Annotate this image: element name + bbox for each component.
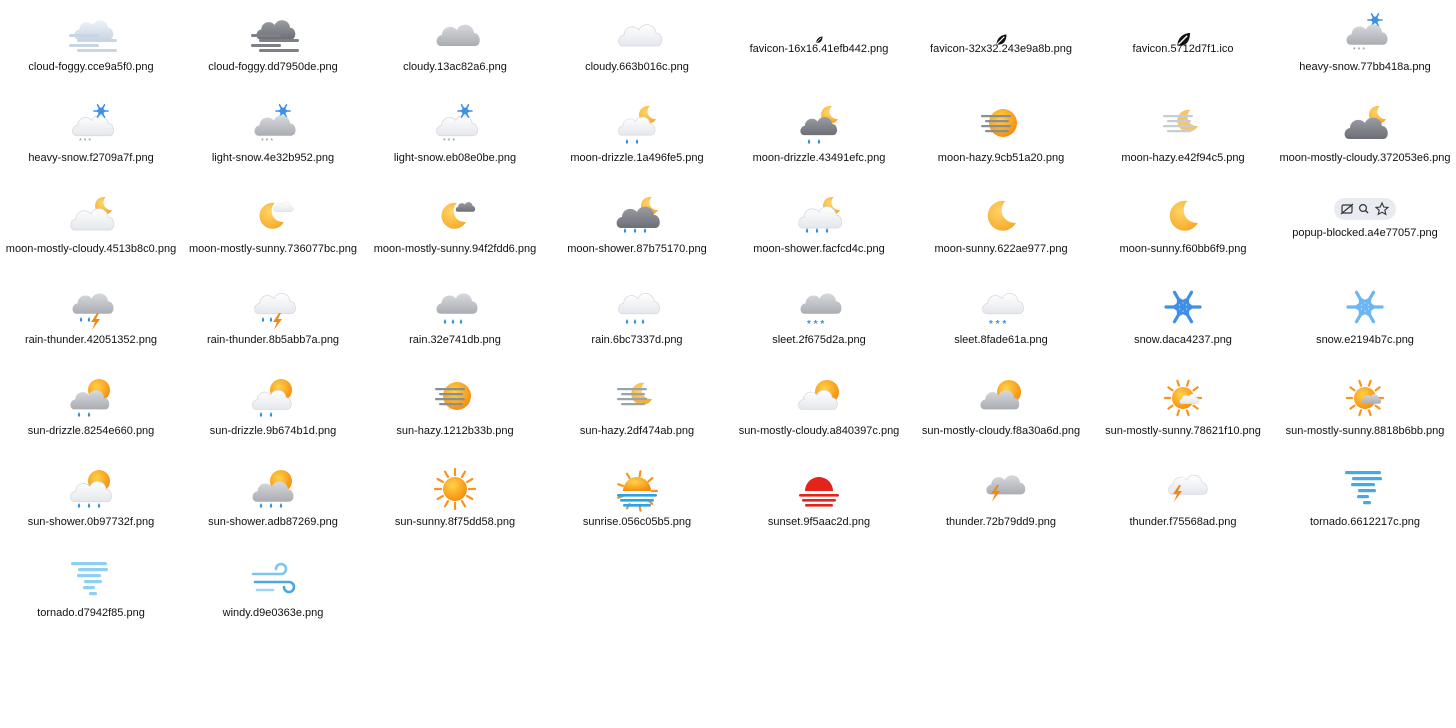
- sleet-icon: [793, 285, 845, 329]
- cloudy-icon: [429, 12, 481, 56]
- file-name-label: sun-hazy.2df474ab.png: [579, 425, 695, 437]
- file-tile[interactable]: [182, 4, 364, 84]
- file-tile[interactable]: [1274, 186, 1456, 266]
- moon-mostly-cloudy-icon: [1339, 103, 1391, 147]
- file-tile[interactable]: [546, 459, 728, 539]
- svg-text:* * *: * * *: [79, 138, 92, 145]
- moon-mostly-cloudy-icon: [65, 194, 117, 238]
- sun-shower-icon: [247, 467, 299, 511]
- file-name-label: cloud-foggy.cce9a5f0.png: [28, 61, 154, 73]
- file-tile[interactable]: [1092, 459, 1274, 539]
- moon-shower-icon: [793, 194, 845, 238]
- file-tile[interactable]: [364, 186, 546, 266]
- file-name-label: rain.6bc7337d.png: [591, 334, 683, 346]
- file-name-label: cloudy.663b016c.png: [585, 61, 689, 73]
- sun-hazy-icon: [611, 376, 663, 420]
- file-tile[interactable]: [728, 368, 910, 448]
- file-tile[interactable]: [0, 186, 182, 266]
- file-name-label: favicon-32x32.243e9a8b.png: [930, 43, 1072, 55]
- file-name-label: sun-shower.0b97732f.png: [27, 516, 155, 528]
- file-name-label: cloud-foggy.dd7950de.png: [208, 61, 338, 73]
- rain-icon: [611, 285, 663, 329]
- svg-text:* * *: * * *: [1353, 47, 1366, 54]
- svg-text:* * *: * * *: [989, 319, 1007, 330]
- sun-shower-icon: [65, 467, 117, 511]
- file-tile[interactable]: [364, 459, 546, 539]
- file-name-label: moon-mostly-cloudy.372053e6.png: [1279, 152, 1451, 164]
- light-snow-icon: [429, 103, 481, 147]
- file-name-label: moon-drizzle.1a496fe5.png: [570, 152, 704, 164]
- file-name-label: tornado.6612217c.png: [1309, 516, 1421, 528]
- rain-icon: [429, 285, 481, 329]
- popup-blocked-icon: [1334, 198, 1396, 220]
- file-name-label: moon-shower.87b75170.png: [567, 243, 707, 255]
- moon-mostly-sunny-icon: [247, 194, 299, 238]
- file-tile[interactable]: [1092, 186, 1274, 266]
- sun-mostly-sunny-icon: [1157, 376, 1209, 420]
- sun-mostly-sunny-icon: [1339, 376, 1391, 420]
- svg-text:* * *: * * *: [807, 319, 825, 330]
- file-tile[interactable]: [546, 277, 728, 357]
- file-tile[interactable]: [0, 459, 182, 539]
- file-tile[interactable]: [1092, 368, 1274, 448]
- heavy-snow-icon: [1339, 12, 1391, 56]
- file-tile[interactable]: [910, 459, 1092, 539]
- file-tile[interactable]: [728, 95, 910, 175]
- file-name-label: rain-thunder.42051352.png: [24, 334, 158, 346]
- file-tile[interactable]: [728, 459, 910, 539]
- file-name-label: rain-thunder.8b5abb7a.png: [206, 334, 340, 346]
- file-name-label: snow.daca4237.png: [1134, 334, 1232, 346]
- file-name-label: sun-mostly-cloudy.f8a30a6d.png: [921, 425, 1081, 437]
- file-name-label: light-snow.eb08e0be.png: [393, 152, 517, 164]
- rain-thunder-icon: [65, 285, 117, 329]
- file-tile[interactable]: [0, 4, 182, 84]
- thunder-icon: [975, 467, 1027, 511]
- file-tile[interactable]: [546, 368, 728, 448]
- file-tile[interactable]: [1274, 95, 1456, 175]
- file-name-label: sun-mostly-sunny.78621f10.png: [1105, 425, 1261, 437]
- file-name-label: moon-hazy.9cb51a20.png: [937, 152, 1065, 164]
- file-tile[interactable]: [728, 4, 910, 84]
- file-name-label: windy.d9e0363e.png: [222, 607, 324, 619]
- file-name-label: tornado.d7942f85.png: [37, 607, 145, 619]
- file-name-label: moon-sunny.622ae977.png: [934, 243, 1068, 255]
- file-tile[interactable]: [728, 277, 910, 357]
- file-tile[interactable]: [0, 368, 182, 448]
- moon-drizzle-icon: [611, 103, 663, 147]
- file-tile[interactable]: [546, 4, 728, 84]
- file-name-label: moon-mostly-sunny.736077bc.png: [189, 243, 357, 255]
- file-tile[interactable]: [182, 186, 364, 266]
- file-tile[interactable]: [546, 95, 728, 175]
- file-tile[interactable]: [910, 277, 1092, 357]
- file-tile[interactable]: [1274, 4, 1456, 84]
- file-tile[interactable]: [1092, 277, 1274, 357]
- file-name-label: sun-drizzle.9b674b1d.png: [209, 425, 337, 437]
- file-name-label: sunrise.056c05b5.png: [582, 516, 692, 528]
- moon-shower-icon: [611, 194, 663, 238]
- sun-icon: [429, 467, 481, 511]
- file-name-label: moon-shower.facfcd4c.png: [753, 243, 885, 255]
- file-name-label: moon-sunny.f60bb6f9.png: [1119, 243, 1247, 255]
- file-name-label: snow.e2194b7c.png: [1316, 334, 1414, 346]
- file-tile[interactable]: [910, 368, 1092, 448]
- file-tile[interactable]: [0, 277, 182, 357]
- file-name-label: sun-mostly-cloudy.a840397c.png: [738, 425, 900, 437]
- moon-hazy-icon: [1157, 103, 1209, 147]
- file-tile[interactable]: [182, 459, 364, 539]
- file-tile[interactable]: [182, 277, 364, 357]
- heavy-snow-icon: [65, 103, 117, 147]
- file-name-label: favicon.5712d7f1.ico: [1132, 43, 1234, 55]
- file-name-label: moon-hazy.e42f94c5.png: [1121, 152, 1245, 164]
- cloudy-icon: [611, 12, 663, 56]
- moon-hazy-icon: [975, 103, 1027, 147]
- file-name-label: sun-mostly-sunny.8818b6bb.png: [1285, 425, 1445, 437]
- file-tile[interactable]: [364, 277, 546, 357]
- file-name-label: sleet.8fade61a.png: [954, 334, 1048, 346]
- file-tile[interactable]: [364, 95, 546, 175]
- file-tile[interactable]: [182, 368, 364, 448]
- moon-mostly-sunny-icon: [429, 194, 481, 238]
- file-tile[interactable]: [182, 550, 364, 630]
- file-name-label: heavy-snow.f2709a7f.png: [28, 152, 154, 164]
- sleet-icon: [975, 285, 1027, 329]
- file-name-label: sunset.9f5aac2d.png: [767, 516, 871, 528]
- svg-text:* * *: * * *: [261, 138, 274, 145]
- rain-thunder-icon: [247, 285, 299, 329]
- file-name-label: sun-hazy.1212b33b.png: [396, 425, 514, 437]
- sun-hazy-icon: [429, 376, 481, 420]
- snowflake-icon: [1339, 285, 1391, 329]
- file-name-label: sun-drizzle.8254e660.png: [27, 425, 155, 437]
- file-tile[interactable]: [364, 368, 546, 448]
- sunrise-icon: [611, 467, 663, 511]
- file-tile[interactable]: [1274, 459, 1456, 539]
- svg-text:* * *: * * *: [443, 138, 456, 145]
- file-name-label: heavy-snow.77bb418a.png: [1299, 61, 1431, 73]
- file-tile[interactable]: [1092, 4, 1274, 84]
- file-tile[interactable]: [364, 4, 546, 84]
- tornado-icon: [1339, 467, 1391, 511]
- moon-sunny-icon: [1157, 194, 1209, 238]
- moon-sunny-icon: [975, 194, 1027, 238]
- light-snow-icon: [247, 103, 299, 147]
- file-tile[interactable]: [182, 95, 364, 175]
- sun-mostly-cloudy-icon: [793, 376, 845, 420]
- windy-icon: [247, 558, 299, 602]
- file-name-label: sleet.2f675d2a.png: [772, 334, 866, 346]
- file-name-label: moon-mostly-cloudy.4513b8c0.png: [5, 243, 177, 255]
- file-tile[interactable]: [1092, 95, 1274, 175]
- sun-mostly-cloudy-icon: [975, 376, 1027, 420]
- file-tile[interactable]: [0, 550, 182, 630]
- file-tile[interactable]: [728, 186, 910, 266]
- file-name-label: popup-blocked.a4e77057.png: [1292, 227, 1438, 239]
- file-name-label: light-snow.4e32b952.png: [211, 152, 335, 164]
- file-name-label: rain.32e741db.png: [409, 334, 501, 346]
- snowflake-icon: [1157, 285, 1209, 329]
- file-name-label: moon-drizzle.43491efc.png: [752, 152, 886, 164]
- file-tile[interactable]: [910, 186, 1092, 266]
- sun-drizzle-icon: [247, 376, 299, 420]
- file-tile[interactable]: [1274, 277, 1456, 357]
- file-tile[interactable]: [910, 4, 1092, 84]
- cloud-foggy-icon: [65, 12, 117, 56]
- file-name-label: thunder.f75568ad.png: [1129, 516, 1237, 528]
- file-name-label: thunder.72b79dd9.png: [945, 516, 1057, 528]
- tornado-icon: [65, 558, 117, 602]
- file-tile[interactable]: [1274, 368, 1456, 448]
- thunder-icon: [1157, 467, 1209, 511]
- file-name-label: favicon-16x16.41efb442.png: [749, 43, 889, 55]
- sunset-icon: [793, 467, 845, 511]
- file-tile[interactable]: [546, 186, 728, 266]
- sun-drizzle-icon: [65, 376, 117, 420]
- file-tile[interactable]: [910, 95, 1092, 175]
- cloud-foggy-icon: [247, 12, 299, 56]
- file-name-label: cloudy.13ac82a6.png: [403, 61, 507, 73]
- file-name-label: sun-shower.adb87269.png: [208, 516, 338, 528]
- file-name-label: sun-sunny.8f75dd58.png: [394, 516, 516, 528]
- file-name-label: moon-mostly-sunny.94f2fdd6.png: [373, 243, 537, 255]
- file-tile[interactable]: [0, 95, 182, 175]
- moon-drizzle-icon: [793, 103, 845, 147]
